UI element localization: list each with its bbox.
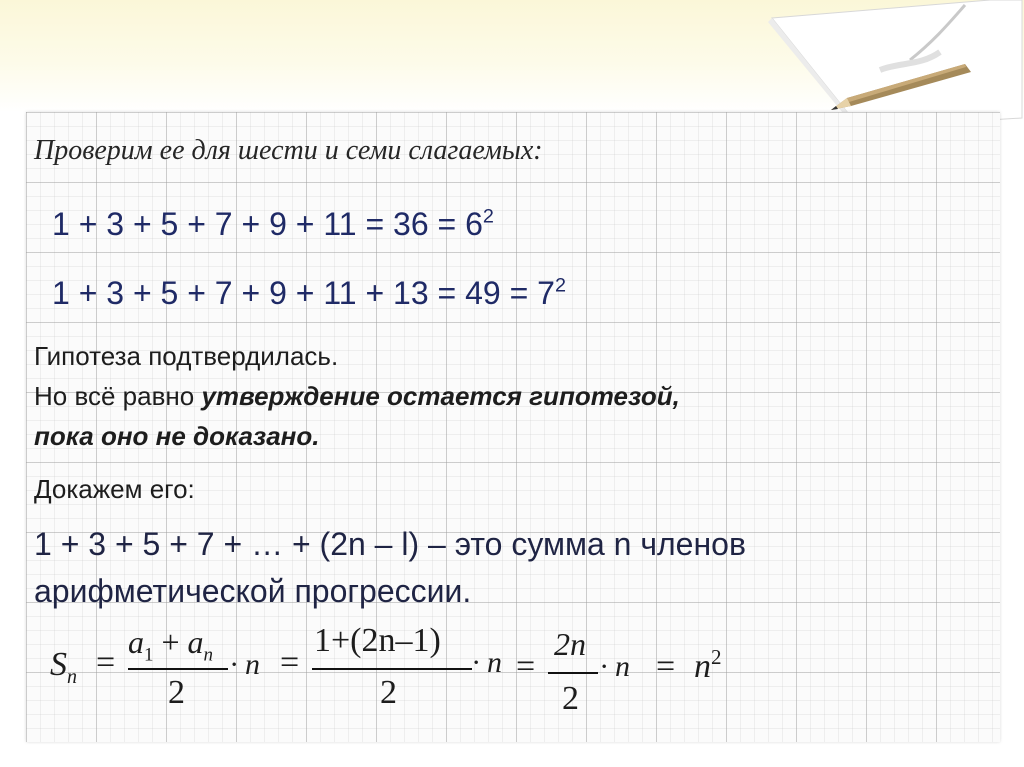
formula-s [50,646,77,689]
sum-description-line1: 1 + 3 + 5 + 7 + … + (2n – l) – это сумма n членов [34,526,746,562]
until-proven-text: пока оно не доказано. [34,421,320,451]
formula-eq-3: = [516,648,536,685]
fraction3-denominator: 2 [562,680,579,717]
fraction2-bar [312,668,472,670]
fraction1-a1-sub: 1 [144,644,154,666]
formula-s-letter: S [50,646,67,683]
fraction3-times-n: · n [600,650,630,683]
fraction3-bar [548,672,598,674]
fraction1-plus: + [161,624,180,660]
fraction3-numerator: 2n [554,626,586,662]
still-hypothesis-line [34,381,680,412]
formula-result [694,644,722,686]
fraction1-denominator: 2 [168,674,185,711]
equation-six-terms-exponent: 2 [482,205,494,228]
fraction2-numerator: 1+(2n–1) [314,622,441,659]
fraction1-an-sub: n [203,644,214,666]
equation-seven-terms-exponent: 2 [554,274,566,297]
fraction1-times-n: · n [230,648,260,681]
fraction1-bar [128,668,228,670]
still-bold-statement: утверждение остается гипотезой, [201,381,680,411]
formula-eq-1: = [96,644,116,681]
fraction1-a1: a [128,624,144,660]
hypothesis-text: Гипотеза подтвердилась. [34,341,339,371]
formula-eq-4: = [656,648,676,685]
formula-eq-2: = [280,644,300,681]
equation-seven-terms-text: 1 + 3 + 5 + 7 + 9 + 11 + 13 = 49 = 7 [52,275,555,311]
sum-description-line2: арифметической прогрессии. [34,573,472,609]
formula-result-n: n [694,648,711,685]
formula-s-subscript: n [67,665,77,688]
equation-six-terms [52,206,494,243]
equation-seven-terms [52,275,566,312]
fraction1-numerator [128,624,213,666]
formula-result-exponent: 2 [711,644,722,669]
still-prefix: Но всё равно [34,381,202,411]
intro-text: Проверим ее для шести и семи слагаемых: [34,135,543,166]
prove-text: Докажем его: [34,474,195,504]
equation-six-terms-text: 1 + 3 + 5 + 7 + 9 + 11 = 36 = 6 [52,206,483,242]
fraction2-times-n: · n [472,646,502,679]
fraction1-an: a [187,624,204,660]
pencil-icon [825,58,975,118]
fraction2-denominator: 2 [380,674,397,711]
